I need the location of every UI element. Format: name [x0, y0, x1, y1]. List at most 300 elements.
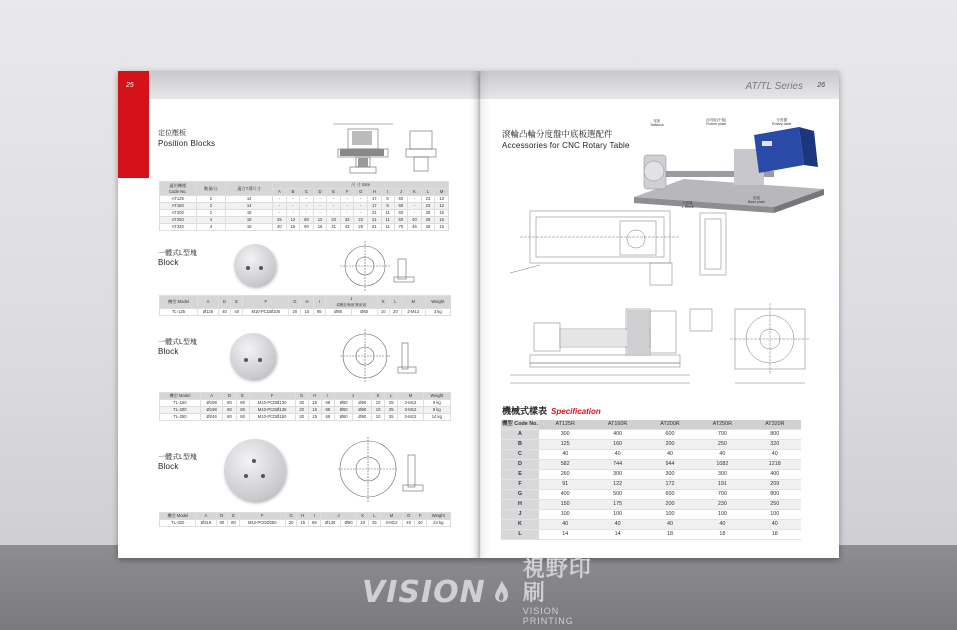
- header-cell: A: [196, 513, 216, 520]
- spec-cell: 250: [696, 440, 748, 450]
- j-sub1: 氣壓缸軸頸: [336, 303, 355, 307]
- spec-row-key: A: [501, 430, 539, 440]
- cell-value: 16: [435, 224, 449, 231]
- spec-row-key: B: [501, 440, 539, 450]
- header-cell: A: [200, 393, 223, 400]
- brand-name-sub: VISION PRINTING: [522, 606, 574, 626]
- cell-value: TL-250: [160, 414, 201, 421]
- spec-row: [501, 530, 801, 540]
- spec-cell: 400: [749, 470, 801, 480]
- header-cell: E: [231, 296, 243, 309]
- spec-cell: 260: [539, 470, 591, 480]
- header-bolt: 適合T溝尺寸: [226, 182, 273, 196]
- cell-value: Ø198: [200, 400, 223, 407]
- size-col: B: [286, 189, 300, 196]
- cell-value: Ø80: [325, 309, 351, 316]
- cell-value: 8: [381, 203, 394, 210]
- cell-value: M10-PCDØ105: [243, 309, 289, 316]
- cell-value: 20: [289, 309, 301, 316]
- block3-table: [159, 512, 451, 527]
- size-col: M: [435, 189, 449, 196]
- header-cell: L: [389, 296, 401, 309]
- left-page: [118, 71, 480, 558]
- size-col: C: [300, 189, 314, 196]
- cell-value: 13: [435, 196, 449, 203]
- spec-cell: 582: [539, 460, 591, 470]
- header-cell: L: [385, 393, 398, 400]
- cell-value: 60: [394, 217, 408, 224]
- cell-value: -: [300, 196, 314, 203]
- right-header-bar: [480, 71, 839, 99]
- spec-cell: 191: [696, 480, 748, 490]
- spec-row: [501, 460, 801, 470]
- cell-value: -: [354, 196, 368, 203]
- spec-cell: 320: [749, 440, 801, 450]
- j-sub2: 壓座頸: [355, 303, 367, 307]
- spec-cell: 600: [644, 490, 696, 500]
- spec-cell: 18: [749, 530, 801, 540]
- cell-value: 21: [368, 210, 382, 217]
- header-cell: E: [236, 393, 249, 400]
- cell-value: 20: [389, 309, 401, 316]
- cell-value: Ø60: [353, 400, 372, 407]
- accessories-title-cn: 滾輪凸輪分度盤中底板選配件: [502, 129, 613, 139]
- cell-value: 15: [313, 224, 327, 231]
- header-cell: [325, 296, 377, 309]
- spec-cell: 944: [644, 460, 696, 470]
- cell-value: 20: [295, 407, 308, 414]
- cell-value: TL-160: [160, 400, 201, 407]
- size-col: E: [327, 189, 341, 196]
- position-block-drawing: [328, 119, 438, 179]
- cell-value: 20: [295, 400, 308, 407]
- cell-bolt: 14: [226, 196, 273, 203]
- cell-value: -: [300, 210, 314, 217]
- size-col: I: [381, 189, 394, 196]
- block3-title-en: Block: [158, 462, 179, 471]
- cell-value: 12: [435, 203, 449, 210]
- cell-value: 23: [421, 203, 435, 210]
- cell-value: TL-125: [160, 309, 198, 316]
- brand-name-cn: 視野印刷: [522, 557, 592, 606]
- block2-title-en: Block: [158, 347, 179, 356]
- spec-row-key: F: [501, 480, 539, 490]
- spec-cell: 122: [591, 480, 643, 490]
- block3-photo: [224, 439, 286, 501]
- spec-cell: 100: [696, 510, 748, 520]
- cell-value: -: [286, 196, 300, 203]
- cell-value: 8: [381, 196, 394, 203]
- cell-value: 80: [236, 414, 249, 421]
- cell-value: -: [313, 210, 327, 217]
- cell-value: 15: [301, 309, 313, 316]
- header-cell: F: [239, 513, 285, 520]
- spec-row: [501, 450, 801, 460]
- cell-value: 16: [435, 217, 449, 224]
- spec-cell: 14: [539, 530, 591, 540]
- technical-drawings: [500, 203, 820, 398]
- cell-value: 15: [286, 224, 300, 231]
- label-tailstock: 尾座 Tailstock: [650, 119, 664, 127]
- cell-value: M10-PCDØ150: [249, 414, 295, 421]
- header-cell: 機型 Model: [160, 513, 196, 520]
- header-row: [160, 393, 451, 400]
- cell-value: 20: [285, 520, 297, 527]
- size-col: G: [354, 189, 368, 196]
- vision-printing-logo: [362, 557, 602, 626]
- spec-row-key: D: [501, 460, 539, 470]
- header-row: [160, 296, 451, 309]
- cell-value: 33: [340, 217, 354, 224]
- cell-value: M12-PCDØ250: [239, 520, 285, 527]
- header-cell: I: [313, 296, 325, 309]
- spec-cell: 300: [644, 470, 696, 480]
- header-cell: D: [218, 296, 230, 309]
- cell-bolt: 18: [226, 224, 273, 231]
- block1-table: [159, 295, 451, 316]
- spec-header-code: 機型 Code No.: [501, 420, 539, 430]
- cell-qty: 4: [196, 224, 226, 231]
- spec-row: [501, 430, 801, 440]
- spec-cell: 230: [696, 500, 748, 510]
- header-cell: O: [403, 513, 415, 520]
- spec-model-header: AT320R: [749, 420, 801, 430]
- cell-value: 68: [309, 520, 321, 527]
- cell-value: 3 kg: [425, 309, 450, 316]
- cell-value: 60: [394, 203, 408, 210]
- cell-value: 43: [340, 224, 354, 231]
- cell-value: Ø318: [196, 520, 216, 527]
- spec-row-key: H: [501, 500, 539, 510]
- header-cell: K: [372, 393, 385, 400]
- cell-value: -: [273, 196, 287, 203]
- flame-icon: [492, 577, 511, 607]
- cell-value: 21: [368, 224, 382, 231]
- cell-value: Ø60: [334, 414, 353, 421]
- header-cell: K: [377, 296, 389, 309]
- size-col: L: [421, 189, 435, 196]
- cell-value: 3-M12: [380, 520, 403, 527]
- cell-value: 9 kg: [423, 400, 450, 407]
- cell-value: Ø60: [334, 400, 353, 407]
- header-cell: H: [301, 296, 313, 309]
- cell-value: Ø60: [353, 414, 372, 421]
- spec-cell: 40: [696, 520, 748, 530]
- spec-row: [501, 470, 801, 480]
- cell-value: 12: [286, 217, 300, 224]
- spec-cell: 14: [591, 530, 643, 540]
- header-cell: G: [285, 513, 297, 520]
- spec-cell: 18: [696, 530, 748, 540]
- spec-model-header: AT200R: [644, 420, 696, 430]
- cell-value: 25: [385, 414, 398, 421]
- red-page-tab: [118, 71, 149, 178]
- block3-title-cn: 一體式L型塊: [158, 454, 197, 461]
- cell-value: 40: [403, 520, 415, 527]
- block1-drawing: [340, 241, 420, 291]
- j-sub: [327, 302, 376, 308]
- spec-cell: 40: [591, 450, 643, 460]
- cell-value: 68: [321, 414, 334, 421]
- header-cell: L: [369, 513, 381, 520]
- specification-title: 機械式樣表 Specification: [502, 406, 601, 416]
- size-col: J: [394, 189, 408, 196]
- spec-cell: 400: [591, 430, 643, 440]
- cell-value: -: [327, 210, 341, 217]
- spec-cell: 250: [749, 500, 801, 510]
- spec-row: [501, 440, 801, 450]
- spec-cell: 40: [539, 450, 591, 460]
- spec-cell: 40: [591, 520, 643, 530]
- size-col: A: [273, 189, 287, 196]
- spec-cell: 18: [644, 530, 696, 540]
- cell-bolt: 18: [226, 217, 273, 224]
- spec-cell: 744: [591, 460, 643, 470]
- header-cell: 機型 Model: [160, 296, 198, 309]
- spec-model-header: AT160R: [591, 420, 643, 430]
- position-blocks-title-en: Position Blocks: [158, 139, 216, 148]
- header-row: [160, 513, 451, 520]
- header-cell: H: [297, 513, 309, 520]
- cell-value: 23: [421, 196, 435, 203]
- cell-value: 17: [368, 203, 382, 210]
- spec-cell: 100: [591, 510, 643, 520]
- spec-cell: 300: [539, 430, 591, 440]
- spec-cell: 300: [696, 470, 748, 480]
- spec-row-key: E: [501, 470, 539, 480]
- spec-cell: 175: [591, 500, 643, 510]
- cell-value: 40: [414, 520, 426, 527]
- block1-title-cn: 一體式L型塊: [158, 250, 197, 257]
- cell-value: 80: [236, 407, 249, 414]
- cell-value: 80: [216, 520, 228, 527]
- cell-model: AT125: [160, 196, 197, 203]
- table-row: [160, 203, 449, 210]
- header-cell: 機型 Model: [160, 393, 201, 400]
- spec-cell: 100: [644, 510, 696, 520]
- cell-model: AT320: [160, 224, 197, 231]
- cell-value: 25: [385, 400, 398, 407]
- cell-value: 10: [372, 400, 385, 407]
- cell-value: -: [408, 210, 422, 217]
- label-fixture-plate: 治具板(中板) Fixture plate: [706, 118, 727, 126]
- cell-qty: 2: [196, 203, 226, 210]
- size-col: F: [340, 189, 354, 196]
- cell-value: -: [300, 203, 314, 210]
- spec-cell: 40: [749, 450, 801, 460]
- table-row: [160, 407, 451, 414]
- cell-value: 25: [354, 224, 368, 231]
- cell-model: AT160: [160, 203, 197, 210]
- cell-value: 12: [313, 217, 327, 224]
- cell-value: 68: [321, 407, 334, 414]
- cell-value: 28: [421, 224, 435, 231]
- cell-value: -: [327, 203, 341, 210]
- cell-value: 90: [300, 224, 314, 231]
- header-cell: K: [357, 513, 369, 520]
- cell-value: 15: [308, 414, 321, 421]
- spec-model-header: AT250R: [696, 420, 748, 430]
- block1-title-en: Block: [158, 258, 179, 267]
- left-header-bar: [149, 71, 480, 99]
- spec-model-header: AT125R: [539, 420, 591, 430]
- cell-value: 11: [381, 224, 394, 231]
- spec-cell: 100: [749, 510, 801, 520]
- cell-value: 11: [381, 210, 394, 217]
- header-cell: E: [228, 513, 240, 520]
- cell-value: 40: [408, 217, 422, 224]
- accessories-title-en: Accessories for CNC Rotary Table: [502, 141, 630, 150]
- header-cell: Weight: [423, 393, 450, 400]
- spec-cell: 125: [539, 440, 591, 450]
- spec-row-key: C: [501, 450, 539, 460]
- cell-value: 80: [236, 400, 249, 407]
- cell-value: 68: [321, 400, 334, 407]
- cell-value: 14 kg: [423, 414, 450, 421]
- spec-row-key: G: [501, 490, 539, 500]
- block3-drawing: [338, 437, 428, 507]
- cell-value: TL-200: [160, 407, 201, 414]
- cell-value: M10-PCDØ138: [249, 407, 295, 414]
- cell-value: 40: [218, 309, 230, 316]
- cell-value: Ø198: [200, 407, 223, 414]
- cell-value: 80: [223, 407, 236, 414]
- cell-value: 65: [313, 309, 325, 316]
- spec-cell: 300: [591, 470, 643, 480]
- header-cell: J: [320, 513, 357, 520]
- spec-cell: 800: [749, 430, 801, 440]
- spec-cell: 1218: [749, 460, 801, 470]
- cell-value: Ø60: [353, 407, 372, 414]
- spec-row-key: J: [501, 510, 539, 520]
- cell-value: -: [340, 203, 354, 210]
- cell-value: Ø60: [334, 407, 353, 414]
- header-cell: G: [295, 393, 308, 400]
- table-row: [160, 309, 451, 316]
- spec-row-key: L: [501, 530, 539, 540]
- block2-table: [159, 392, 451, 421]
- cell-value: -: [408, 203, 422, 210]
- spec-row-key: K: [501, 520, 539, 530]
- cell-value: 15: [308, 400, 321, 407]
- size-col: K: [408, 189, 422, 196]
- cell-value: 25: [273, 217, 287, 224]
- size-col: D: [313, 189, 327, 196]
- table-row: [160, 210, 449, 217]
- spec-cell: 40: [644, 520, 696, 530]
- cell-value: 16: [435, 210, 449, 217]
- brand-name-en: VISION: [362, 574, 486, 610]
- cell-value: 10: [377, 309, 389, 316]
- cell-value: -: [408, 196, 422, 203]
- block2-drawing: [340, 329, 420, 384]
- cell-value: 28: [421, 210, 435, 217]
- spec-cell: 200: [644, 500, 696, 510]
- left-page-number: 25: [126, 82, 134, 89]
- right-page: [480, 71, 839, 558]
- header-cell: H: [308, 393, 321, 400]
- label-base-plate: 底板 Base plate: [748, 196, 765, 204]
- cell-value: TL-320: [160, 520, 196, 527]
- header-cell: M: [398, 393, 423, 400]
- spec-cell: 172: [644, 480, 696, 490]
- header-cell: F: [243, 296, 289, 309]
- spec-cell: 100: [539, 510, 591, 520]
- spec-cell: 500: [591, 490, 643, 500]
- spec-cell: 209: [749, 480, 801, 490]
- cell-value: -: [340, 196, 354, 203]
- spec-cell: 600: [644, 430, 696, 440]
- header-cell: D: [216, 513, 228, 520]
- spec-row: [501, 500, 801, 510]
- spec-cell: 91: [539, 480, 591, 490]
- cell-value: -: [340, 210, 354, 217]
- cell-value: -: [273, 210, 287, 217]
- series-label: AT/TL Series: [745, 81, 803, 92]
- cell-value: 31: [327, 224, 341, 231]
- label-l-block: L型塊 L Block: [682, 201, 694, 209]
- spec-cell: 40: [539, 520, 591, 530]
- table-row: [160, 414, 451, 421]
- cell-value: 3-M12: [398, 400, 423, 407]
- cell-value: -: [354, 203, 368, 210]
- position-blocks-title-cn: 定位壓板: [158, 130, 186, 137]
- block1-photo: [234, 244, 276, 286]
- cell-value: 60: [394, 210, 408, 217]
- cell-value: 25: [385, 407, 398, 414]
- cell-qty: 2: [196, 196, 226, 203]
- cell-value: 80: [228, 520, 240, 527]
- header-cell: M: [380, 513, 403, 520]
- spec-cell: 200: [644, 440, 696, 450]
- cell-bolt: 18: [226, 210, 273, 217]
- right-page-number: 26: [817, 82, 825, 89]
- header-cell: M: [401, 296, 425, 309]
- header-cell: I: [309, 513, 321, 520]
- cell-value: 2-M12: [401, 309, 425, 316]
- cell-value: 17: [368, 196, 382, 203]
- header-cell: J: [334, 393, 371, 400]
- cell-model: AT200: [160, 210, 197, 217]
- cell-value: Ø60: [340, 520, 357, 527]
- cell-value: Ø246: [200, 414, 223, 421]
- cell-value: -: [286, 203, 300, 210]
- block2-photo: [230, 333, 276, 379]
- cell-bolt: 14: [226, 203, 273, 210]
- header-cell: G: [289, 296, 301, 309]
- j-header: J: [350, 296, 353, 301]
- header-qty: 數量/台: [196, 182, 226, 196]
- cell-value: 11: [381, 217, 394, 224]
- cell-value: -: [273, 203, 287, 210]
- header-model: 適用機種 Code No.: [160, 182, 197, 196]
- table-row: [160, 196, 449, 203]
- cell-value: -: [313, 196, 327, 203]
- label-rotary-table: 分度盤 Rotary table: [772, 118, 792, 126]
- header-cell: I: [321, 393, 334, 400]
- cell-value: 10: [357, 520, 369, 527]
- cell-qty: 2: [196, 210, 226, 217]
- size-col: H: [368, 189, 382, 196]
- cell-value: 3-M12: [398, 407, 423, 414]
- spec-row: [501, 490, 801, 500]
- cell-qty: 4: [196, 217, 226, 224]
- cell-model: AT250: [160, 217, 197, 224]
- spec-cell: 150: [539, 500, 591, 510]
- cell-value: Ø60: [351, 309, 377, 316]
- header-cell: Weight: [426, 513, 450, 520]
- cell-value: -: [354, 210, 368, 217]
